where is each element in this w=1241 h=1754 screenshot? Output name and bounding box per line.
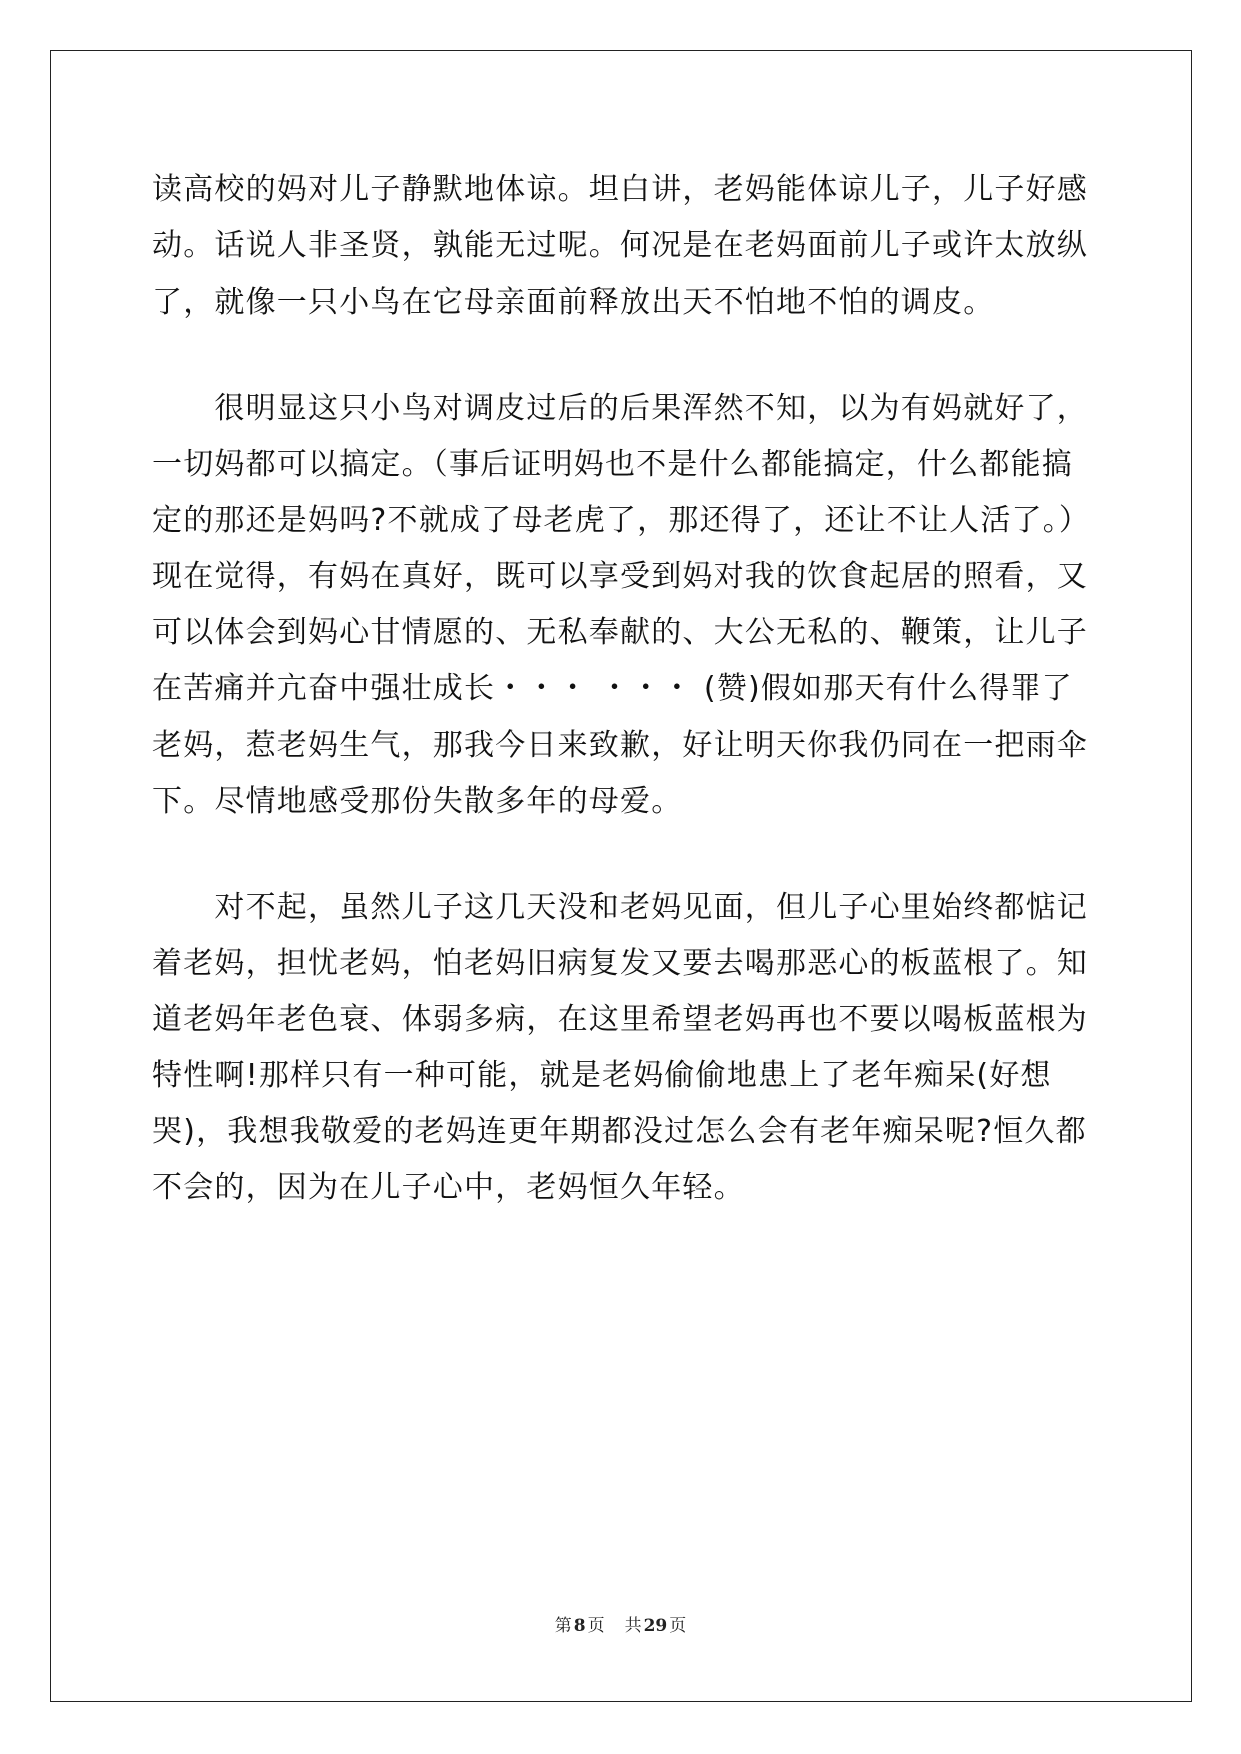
text-line: 现在觉得，有妈在真好，既可以享受到妈对我的饮食起居的照看，又 [152, 559, 1088, 594]
footer-total-suffix: 页 [669, 1616, 687, 1636]
text-line: 老妈，惹老妈生气，那我今日来致歉，好让明天你我仍同在一把雨伞 [152, 728, 1088, 763]
text-line: 一切妈都可以搞定。（事后证明妈也不是什么都能搞定，什么都能搞 [152, 447, 1073, 482]
text-line: 不会的，因为在儿子心中，老妈恒久年轻。 [152, 1170, 745, 1205]
text-line: 哭)，我想我敬爱的老妈连更年期都没过怎么会有老年痴呆呢?恒久都 [152, 1114, 1087, 1149]
text-line: 定的那还是妈吗?不就成了母老虎了，那还得了，还让不让人活了。） [152, 503, 1091, 538]
text-line: 着老妈，担忧老妈，怕老妈旧病复发又要去喝那恶心的板蓝根了。知 [152, 946, 1088, 981]
text-line: 下。尽情地感受那份失散多年的母爱。 [152, 784, 683, 819]
footer-page-prefix: 第 [554, 1616, 572, 1636]
page-footer [0, 1614, 1241, 1638]
text-line: 特性啊!那样只有一种可能，就是老妈偷偷地患上了老年痴呆(好想 [152, 1058, 1052, 1093]
footer-total-prefix: 共 [624, 1616, 642, 1636]
text-line: 在苦痛并亢奋中强壮成长・・・ ・・・ (赞)假如那天有什么得罪了 [152, 671, 1073, 706]
text-line: 动。话说人非圣贤，孰能无过呢。何况是在老妈面前儿子或许太放纵 [152, 228, 1088, 263]
footer-total-pages: 29 [643, 1616, 668, 1636]
text-line: 对不起，虽然儿子这几天没和老妈见面，但儿子心里始终都惦记 [152, 890, 1088, 925]
text-line: 很明显这只小鸟对调皮过后的后果浑然不知，以为有妈就好了， [152, 391, 1088, 426]
text-line: 可以体会到妈心甘情愿的、无私奉献的、大公无私的、鞭策，让儿子 [152, 615, 1088, 650]
text-line: 了，就像一只小鸟在它母亲面前释放出天不怕地不怕的调皮。 [152, 285, 995, 320]
text-line: 读高校的妈对儿子静默地体谅。坦白讲，老妈能体谅儿子，儿子好感 [152, 172, 1088, 207]
text-line: 道老妈年老色衰、体弱多病，在这里希望老妈再也不要以喝板蓝根为 [152, 1002, 1088, 1037]
footer-page-suffix: 页 [587, 1616, 605, 1636]
footer-page-number: 8 [573, 1616, 586, 1636]
